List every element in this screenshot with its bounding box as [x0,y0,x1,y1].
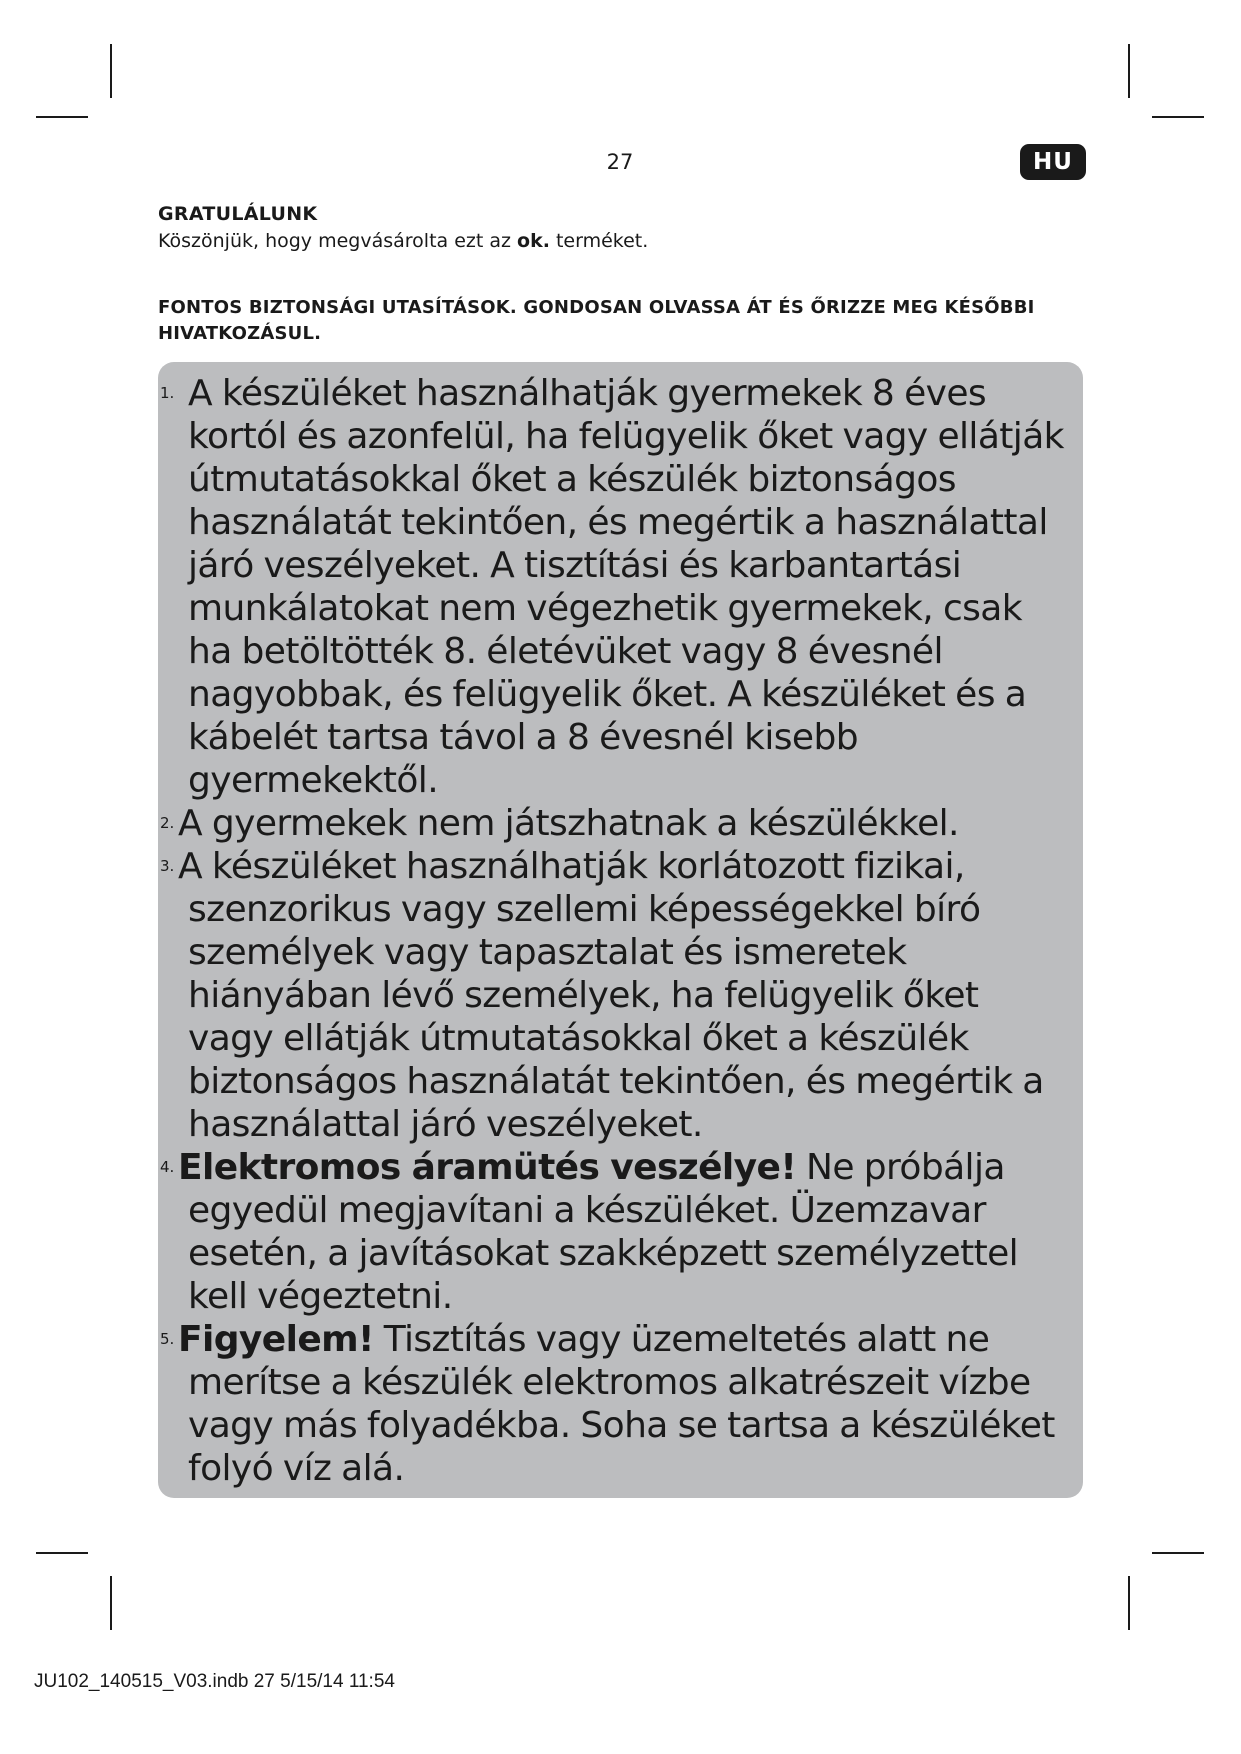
warning-number: 4. [160,1158,175,1176]
page-number: 27 [606,150,634,174]
crop-mark-top-left-vertical [110,44,112,98]
crop-mark-top-right-vertical [1128,44,1130,98]
language-badge: HU [1020,144,1086,180]
crop-mark-bottom-left-vertical [110,1576,112,1630]
warning-item-4 [158,1146,1069,1318]
warning-number: 1. [160,384,175,402]
warning-number: 2. [160,814,175,832]
warning-text: A készüléket használhatják gyermekek 8 éves kortól és azonfelül, ha felügyelik őket vagy ellátják útmutatásokkal őket a készülék biztonságos használatát tekintően, és megértik a használattal járó veszélyeket. A tisztítási és karbantartási munkálatokat nem végezhetik gyermekek, csak ha betöltötték 8. életévüket vagy 8 évesnél nagyobbak, és felügyelik őket. A készüléket és a kábelét tartsa távol a 8 évesnél kisebb gyermekektől. [188,373,1064,801]
crop-mark-top-left-horizontal [36,116,88,118]
warning-item-1 [158,372,1069,802]
warning-text: Ne próbálja egyedül megjavítani a készüléket. Üzemzavar esetén, a javításokat szakképzett személyzettel kell végeztetni. [188,1147,1019,1317]
print-slug: JU102_140515_V03.indb 27 5/15/14 11:54 [34,1671,395,1692]
crop-mark-bottom-left-horizontal [36,1552,88,1554]
thank-you-text [158,230,648,252]
warning-item-2 [158,802,1069,845]
warning-item-3 [158,845,1069,1146]
important-safety-notice: FONTOS BIZTONSÁGI UTASÍTÁSOK. GONDOSAN OLVASSA ÁT ÉS ŐRIZZE MEG KÉSŐBBI HIVATKOZÁSUL. [158,297,1035,344]
thank-you-text-after: terméket. [549,230,649,252]
crop-mark-bottom-right-horizontal [1152,1552,1204,1554]
warning-bold-lead: Figyelem! [178,1319,374,1360]
crop-mark-top-right-horizontal [1152,116,1204,118]
crop-mark-bottom-right-vertical [1128,1576,1130,1630]
warning-text: A készüléket használhatják korlátozott fizikai, szenzorikus vagy szellemi képességekkel bíró személyek vagy tapasztalat és ismeretek hiányában lévő személyek, ha felügyelik őket vagy ellátják útmutatásokkal őket a készülék biztonságos használatát tekintően, és megértik a használattal járó veszélyeket. [178,846,1044,1145]
congratulations-heading: GRATULÁLUNK [158,203,318,225]
thank-you-text-before: Köszönjük, hogy megvásárolta ezt az [158,230,518,252]
warning-text: Tisztítás vagy üzemeltetés alatt ne merítse a készülék elektromos alkatrészeit vízbe vagy más folyadékba. Soha se tartsa a készüléket folyó víz alá. [188,1319,1055,1489]
brand-name: ok. [517,230,550,252]
warning-text: A gyermekek nem játszhatnak a készülékkel. [178,803,959,844]
warning-bold-lead: Elektromos áramütés veszélye! [178,1147,797,1188]
safety-warnings-box [158,362,1083,1498]
safety-warnings-list [158,372,1069,1490]
warning-number: 3. [160,857,175,875]
warning-number: 5. [160,1330,175,1348]
warning-item-5 [158,1318,1069,1490]
